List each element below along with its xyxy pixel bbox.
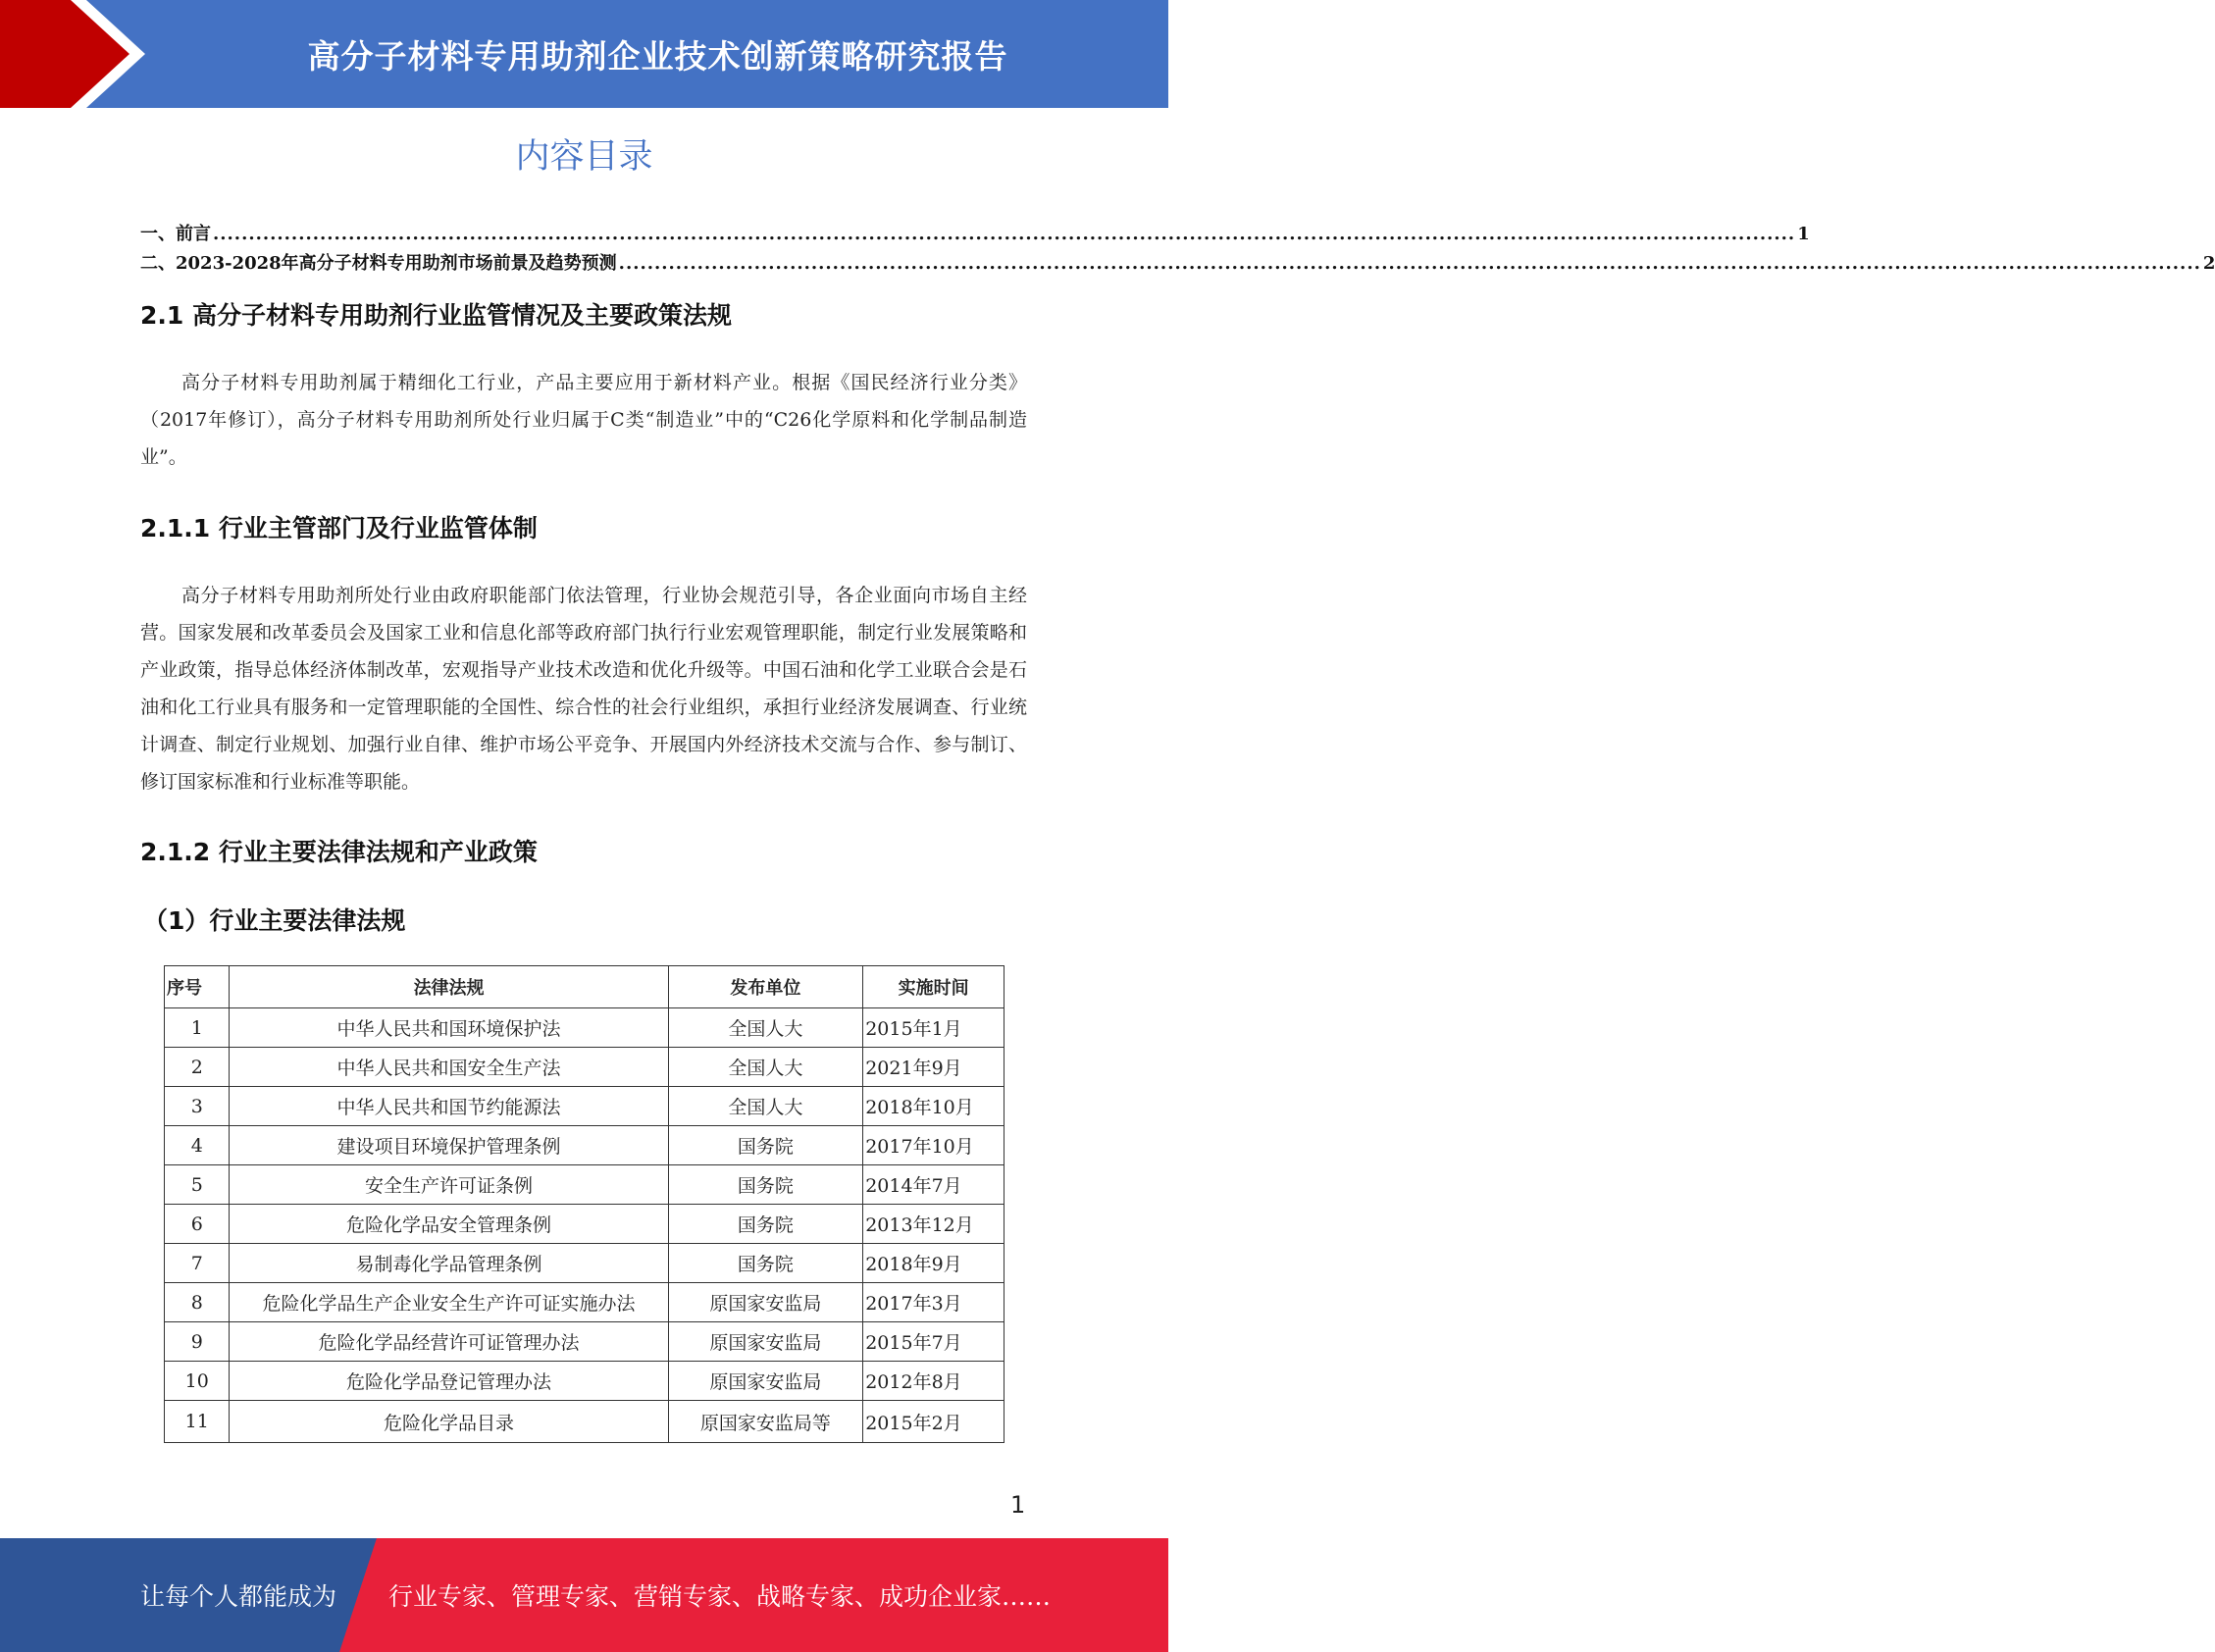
cell-law: 中华人民共和国安全生产法 xyxy=(230,1048,668,1087)
section-2-1-1-paragraph: 高分子材料专用助剂所处行业由政府职能部门依法管理，行业协会规范引导，各企业面向市场自主经营。国家发展和改革委员会及国家工业和信息化部等政府部门执行行业宏观管理职能，制定行业发展策略和产业政策，指导总体经济体制改革，宏观指导产业技术改造和优化升级等。中国石油和化学工业联合会是石油和化工行业具有服务和一定管理职能的全国性、综合性的社会行业组织，承担行业经济发展调查、行业统计调查、制定行业规划、加强行业自律、维护市场公平竞争、开展国内外经济技术交流与合作、参与制订、修订国家标准和行业标准等职能。 xyxy=(140,585,1027,793)
table-row xyxy=(165,1244,1004,1283)
cell-issuer: 全国人大 xyxy=(668,1048,863,1087)
cell-law: 建设项目环境保护管理条例 xyxy=(230,1126,668,1165)
table-of-contents xyxy=(140,220,2215,279)
section-heading-2-1-2: 2.1.2 行业主要法律法规和产业政策 xyxy=(140,838,538,866)
footer-slogan-left: 让每个人都能成为 xyxy=(140,1582,337,1611)
cell-date: 2015年7月 xyxy=(863,1322,1004,1362)
cell-issuer: 国务院 xyxy=(668,1244,863,1283)
cell-issuer: 原国家安监局 xyxy=(668,1322,863,1362)
table-row xyxy=(165,1126,1004,1165)
toc-leader-dots: .............................................................................................................................................................................................................................. xyxy=(618,253,2201,274)
cell-issuer: 原国家安监局 xyxy=(668,1362,863,1401)
cell-number: 7 xyxy=(165,1244,230,1283)
section-2-1-paragraph: 高分子材料专用助剂属于精细化工行业，产品主要应用于新材料产业。根据《国民经济行业分类》（2017年修订），高分子材料专用助剂所处行业归属于C类“制造业”中的“C26化学原料和化学制品制造业”。 xyxy=(140,372,1027,468)
cell-issuer: 国务院 xyxy=(668,1126,863,1165)
laws-table xyxy=(164,965,1004,1443)
cell-law: 易制毒化学品管理条例 xyxy=(230,1244,668,1283)
cell-issuer: 原国家安监局等 xyxy=(668,1401,863,1443)
cell-issuer: 全国人大 xyxy=(668,1087,863,1126)
table-row xyxy=(165,1283,1004,1322)
cell-law: 危险化学品安全管理条例 xyxy=(230,1205,668,1244)
cell-date: 2018年9月 xyxy=(863,1244,1004,1283)
table-row xyxy=(165,1322,1004,1362)
cell-number: 5 xyxy=(165,1165,230,1205)
column-header-law: 法律法规 xyxy=(230,966,668,1008)
toc-entry-page: 2 xyxy=(2202,253,2215,274)
cell-law: 安全生产许可证条例 xyxy=(230,1165,668,1205)
cell-issuer: 国务院 xyxy=(668,1165,863,1205)
cell-issuer: 国务院 xyxy=(668,1205,863,1244)
cell-number: 4 xyxy=(165,1126,230,1165)
subsection-heading-laws: （1）行业主要法律法规 xyxy=(143,906,406,935)
column-header-date: 实施时间 xyxy=(863,966,1004,1008)
cell-law: 危险化学品经营许可证管理办法 xyxy=(230,1322,668,1362)
cell-date: 2012年8月 xyxy=(863,1362,1004,1401)
table-row xyxy=(165,1165,1004,1205)
section-heading-2-1-1: 2.1.1 行业主管部门及行业监管体制 xyxy=(140,514,538,542)
table-row xyxy=(165,1362,1004,1401)
cell-number: 11 xyxy=(165,1401,230,1443)
cell-date: 2018年10月 xyxy=(863,1087,1004,1126)
cell-law: 危险化学品目录 xyxy=(230,1401,668,1443)
table-row xyxy=(165,1401,1004,1443)
table-row xyxy=(165,1008,1004,1048)
cell-number: 8 xyxy=(165,1283,230,1322)
cell-number: 9 xyxy=(165,1322,230,1362)
toc-entry[interactable] xyxy=(140,249,2215,279)
cell-law: 中华人民共和国节约能源法 xyxy=(230,1087,668,1126)
cell-law: 危险化学品生产企业安全生产许可证实施办法 xyxy=(230,1283,668,1322)
table-header-row xyxy=(165,966,1004,1008)
footer-slogan-right: 行业专家、管理专家、营销专家、战略专家、成功企业家…… xyxy=(388,1582,1052,1611)
toc-entry-label: 二、2023-2028年高分子材料专用助剂市场前景及趋势预测 xyxy=(140,253,617,274)
cell-number: 6 xyxy=(165,1205,230,1244)
column-header-issuer: 发布单位 xyxy=(668,966,863,1008)
page-number: 1 xyxy=(1010,1491,1026,1519)
cell-date: 2013年12月 xyxy=(863,1205,1004,1244)
cell-date: 2015年1月 xyxy=(863,1008,1004,1048)
footer-banner xyxy=(0,1538,1168,1652)
report-title: 高分子材料专用助剂企业技术创新策略研究报告 xyxy=(307,36,1008,76)
toc-entry[interactable] xyxy=(140,220,1810,249)
cell-law: 危险化学品登记管理办法 xyxy=(230,1362,668,1401)
cell-issuer: 原国家安监局 xyxy=(668,1283,863,1322)
page-title: 内容目录 xyxy=(515,137,653,177)
cell-date: 2017年10月 xyxy=(863,1126,1004,1165)
cell-date: 2017年3月 xyxy=(863,1283,1004,1322)
cell-date: 2021年9月 xyxy=(863,1048,1004,1087)
cell-date: 2015年2月 xyxy=(863,1401,1004,1443)
cell-date: 2014年7月 xyxy=(863,1165,1004,1205)
cell-number: 1 xyxy=(165,1008,230,1048)
table-row xyxy=(165,1205,1004,1244)
section-heading-2-1: 2.1 高分子材料专用助剂行业监管情况及主要政策法规 xyxy=(140,301,732,330)
cell-number: 3 xyxy=(165,1087,230,1126)
table-row xyxy=(165,1087,1004,1126)
toc-leader-dots: .............................................................................................................................................................................................................................. xyxy=(213,224,1796,244)
header-banner xyxy=(0,0,1168,108)
cell-number: 10 xyxy=(165,1362,230,1401)
toc-entry-page: 1 xyxy=(1797,224,1810,244)
table-row xyxy=(165,1048,1004,1087)
toc-entry-label: 一、前言 xyxy=(140,224,211,244)
column-header-number: 序号 xyxy=(165,966,230,1008)
cell-law: 中华人民共和国环境保护法 xyxy=(230,1008,668,1048)
cell-issuer: 全国人大 xyxy=(668,1008,863,1048)
cell-number: 2 xyxy=(165,1048,230,1087)
